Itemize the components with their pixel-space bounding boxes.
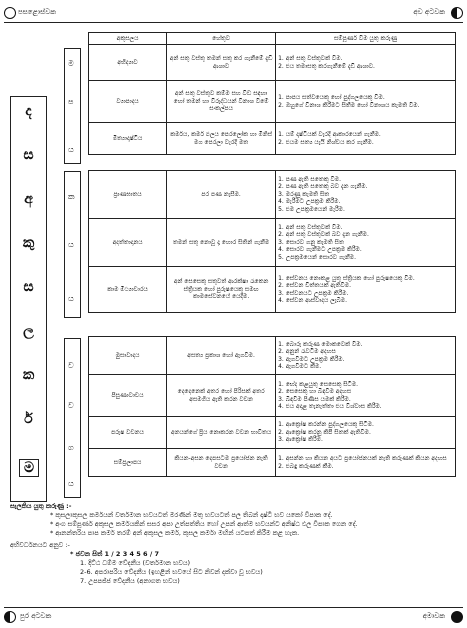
footer-right: අමාවක: [422, 612, 445, 620]
karma-name: පරුෂ වචනය: [89, 417, 167, 449]
body-karma-table: [88, 170, 456, 313]
table-row: [89, 337, 456, 375]
speech-karma-table: [88, 336, 456, 477]
header-left: පසළොස්වක: [18, 8, 56, 16]
table-row: [89, 81, 456, 123]
group-bracket-body: [64, 171, 81, 318]
answer-label: අභිවර්ධනයට අනුව :-: [10, 541, 70, 549]
answer-item: 2-6. අපරාපරිය වේදනීය (ඉහළින් භවයේ සිට නිවන් දක්වා වූ භවය): [80, 568, 263, 576]
karma-name: කාම මිථ්‍යාචාරය: [89, 267, 167, 313]
table-row: [89, 375, 456, 417]
condition-item: 3. ආක්‍රෝෂ කිරීම.: [278, 436, 323, 444]
condition-item: 2. ඔහුගේ විනාශ කිරීමට සිතීම හෝ විනාශය කැමති වීම.: [278, 101, 420, 109]
note-item: * අංග සම්පූර්ණ අකුසල කර්මයකින් සසර අපා උත්පත්තිය හෝ උපන් ආත්ම භවයන්ට අනිෂ්ඨ ඵල විපාක ගෙන දේ.: [50, 520, 358, 528]
side-letter: කු: [22, 235, 35, 251]
side-letter: ල: [23, 323, 34, 339]
bracket-letter: ය: [68, 479, 74, 488]
side-letter: ක: [22, 367, 35, 383]
condition-item: 5. එම උපක්‍රමයෙන් මැරීම.: [278, 205, 345, 213]
notes-section: [10, 502, 460, 586]
bracket-letter: ව: [68, 361, 74, 370]
group-bracket-speech: [64, 338, 81, 498]
condition-item: 1. අන් සතු වස්තුවක් වීම.: [278, 223, 343, 231]
condition-item: 1. ආක්‍රෝෂ කරන්න පුද්ගලයෙකු සිටීම.: [278, 421, 374, 429]
condition-item: 1. සේවනය නොකළ යුතු ස්ත්‍රියක හෝ පුරුෂයෙකු වීම.: [278, 274, 415, 282]
condition-item: 3. ඇගවීමට උපක්‍රම කිරීම.: [278, 355, 345, 363]
karma-name: සම්ප්‍රලාපය: [89, 449, 167, 477]
table-header-row: [89, 33, 456, 45]
answer-item: 7. උපපජ්ජ වේදනීය (අනාගත භවය): [80, 577, 180, 585]
bracket-letter: ප: [68, 97, 74, 106]
karma-conditions: [276, 375, 456, 417]
karma-cause: අන් සතු වස්තු තමන් සතු කර ගැනීමේ දැඩි ආශාව: [167, 45, 276, 81]
karma-conditions: [276, 337, 456, 375]
half-moon-icon: [4, 611, 16, 623]
column-header: අකුසලය: [89, 33, 167, 45]
full-moon-icon: [4, 7, 16, 19]
condition-item: 1. යම් දෘෂ්ටියක් වැරදි ආකාරයෙන් ගැනීම.: [278, 131, 381, 138]
column-header: හේතුව: [167, 33, 276, 45]
page-header: [4, 4, 463, 23]
karma-cause: අසත්‍ය ප්‍රකාශ හෝ ඇගවීම.: [167, 337, 276, 375]
condition-item: 3. මරණු කැමති සිත: [278, 190, 330, 198]
condition-item: 2. අන් සතු වස්තුවක් බව දැන ගැනීම.: [278, 231, 369, 239]
bracket-letter: ය: [68, 294, 74, 303]
answer-item: 1. දිට්ඨ ධම්ම වේදනීය (වර්තමාන භවය): [80, 559, 191, 567]
bracket-letter: ක: [68, 192, 75, 201]
karma-name: ප්‍රාණඝාතය: [89, 171, 167, 219]
side-letter: ම: [19, 459, 39, 477]
karma-cause: තමන් සතු නොවූ දෑ හොර සිතින් ගැනීම: [167, 219, 276, 267]
condition-item: 3. සොරව ගනු කැමති සිත: [278, 238, 344, 246]
karma-cause: අන් සතු වස්තුව කම්ම සහ විඩ සඳහා හෝ තමන් හා විරුද්ධයන් විනාශ වීමේ සංකල්පය: [167, 81, 276, 123]
condition-item: 4. මැරීමට උපක්‍රම කිරීම.: [278, 198, 341, 206]
condition-item: 4. එය අදාළ තැනැත්තා එය විශ්වාස කිරීම.: [278, 403, 382, 410]
table-row: [89, 417, 456, 449]
condition-item: 1. බොරු කරුණ මොකවෙක් වීම.: [278, 340, 363, 348]
side-letter: ස: [23, 279, 34, 295]
karma-cause: කර්මය, කර්ම ඵලය පෙරලෝක හා මිනිස් මග පෙරලා වැරදි මත: [167, 123, 276, 155]
karma-cause: දෙදෙනෙක් අතර හෝ පිරිසක් අතර අසමගිය ඇති කරන වචන: [167, 375, 276, 417]
karma-conditions: [276, 449, 456, 477]
condition-item: 2. සෙසෙකු හා බිඳවීම අදහස: [278, 388, 352, 395]
condition-item: 1. අන් සතු වස්තුවක් වීම.: [278, 55, 343, 62]
table-row: [89, 123, 456, 155]
karma-conditions: [276, 219, 456, 267]
side-letter: ස: [23, 147, 34, 163]
karma-cause: අනයන්ගේ ප්‍රිය නොකරන වචන භාවිතය: [167, 417, 276, 449]
page-footer: [4, 607, 463, 624]
condition-item: 3. සේවනයට උපක්‍රම කිරීම.: [278, 289, 349, 297]
side-letter: ද: [25, 103, 32, 119]
footer-left: පුර අටවක: [20, 612, 52, 620]
karma-cause: අන් සෙසෙකු සතුවත් ආරක්ෂා රැකෙන ස්ත්‍රියක හෝ පුරුෂයෙකු සමඟ කාමසේවනයේ යෙදීම.: [167, 267, 276, 313]
condition-item: 2. එය තමාසතු කරගැනීමේ දැඩි ආශාව.: [278, 62, 375, 70]
side-letter: අ: [24, 191, 33, 207]
karma-conditions: [276, 81, 456, 123]
condition-item: 4. සොරව ගැනීමට උපක්‍රම කිරීම.: [278, 246, 362, 254]
condition-item: 4. සේවන ආස්වාදය ලැබීම.: [278, 297, 348, 304]
karma-cause: කියන-අසන දෙපසටම ප්‍රයෝජන නැති වචන: [167, 449, 276, 477]
table-row: [89, 267, 456, 313]
karma-conditions: [276, 171, 456, 219]
bracket-letter: ය: [68, 240, 74, 249]
condition-item: 4. ඇගවීමට කීම.: [278, 363, 322, 370]
karma-name: මුසාවාදය: [89, 337, 167, 375]
karma-name: පිසුණාවාචය: [89, 375, 167, 417]
condition-item: 2. සේවන චිත්තයක් ඇතිවීම.: [278, 282, 351, 289]
karma-name: අදත්තාදානය: [89, 219, 167, 267]
bracket-letter: ය: [68, 145, 74, 154]
condition-item: 2. එබඳු කරුණක් කීම.: [278, 462, 334, 470]
bracket-letter: ම: [68, 59, 74, 68]
table-row: [89, 219, 456, 267]
condition-item: 1. අසන්න හා කියන අයට ප්‍රයෝජනයක් නැති කරුණක් කියන අදහස: [278, 455, 447, 462]
condition-item: 3. බිඳවීම පිණිස යමක් කිරීම.: [278, 395, 351, 403]
new-moon-icon: [451, 611, 463, 623]
akusala-karma-side: [10, 96, 47, 502]
bracket-letter: ව: [68, 401, 74, 410]
karma-conditions: [276, 267, 456, 313]
note-item: * ආනන්තරිය පාප කර්ම තරම් අන් අකුසල කර්ම, කුසල කර්මා මඟින් යටපත් කිරීම කළ හැක.: [50, 529, 300, 537]
karma-name: මිත්‍යාදෘෂ්ටිය: [89, 123, 167, 155]
table-row: [89, 45, 456, 81]
column-header: සම්පූර්ණ වීම යුතු කරුණු: [276, 33, 456, 45]
condition-item: 5. උපක්‍රමයෙන් සොරව ගැනීම.: [278, 253, 357, 261]
condition-item: 1. පණ ඇති සතෙකු වීම.: [278, 175, 342, 183]
condition-item: 2. අනුන් රැවටීම අදහස: [278, 348, 336, 355]
table-row: [89, 171, 456, 219]
karma-name: අභිද්‍යාව: [89, 45, 167, 81]
group-bracket-mind: [64, 48, 81, 164]
notes-label: සැලකිය යුතු කරුණු :-: [10, 502, 72, 510]
half-moon-icon: [451, 7, 463, 19]
condition-item: 2. ආක්‍රෝෂ කරනු කිපී සිතක් ඇතිවීම.: [278, 428, 371, 436]
table-row: [89, 449, 456, 477]
mind-karma-table: [88, 32, 456, 155]
header-right: අව අටවක: [413, 8, 445, 16]
karma-name: ව්‍යාපාදය: [89, 81, 167, 123]
answer-head: * ජවන සිත් 1 / 2 3 4 5 6 / 7: [70, 550, 160, 558]
note-item: * කුසලාකුසල කර්මයන් වර්තමාන භවයටත් මරණින් මතු භවයටත් පල තිබන් දෘෂ්ටි භව යකෝ විපාක දේ.: [50, 511, 333, 519]
condition-item: 1. පාපය සත්වයෙකු හෝ පුද්ගලයෙකු වීම.: [278, 94, 385, 101]
bracket-letter: ග: [68, 443, 74, 452]
condition-item: 2. පණ ඇති සතෙකු බව දැන ගැනීම.: [278, 183, 368, 191]
karma-conditions: [276, 417, 456, 449]
side-letter: ර්: [24, 411, 33, 427]
condition-item: 2. එයම සත්‍ය යැයි නිශ්චය කර ගැනීම.: [278, 138, 374, 146]
karma-cause: පර පණ නැසීම.: [167, 171, 276, 219]
condition-item: 1. භේද කළයුතු සෙසෙකු සිටීම.: [278, 380, 359, 388]
karma-conditions: [276, 45, 456, 81]
karma-conditions: [276, 123, 456, 155]
